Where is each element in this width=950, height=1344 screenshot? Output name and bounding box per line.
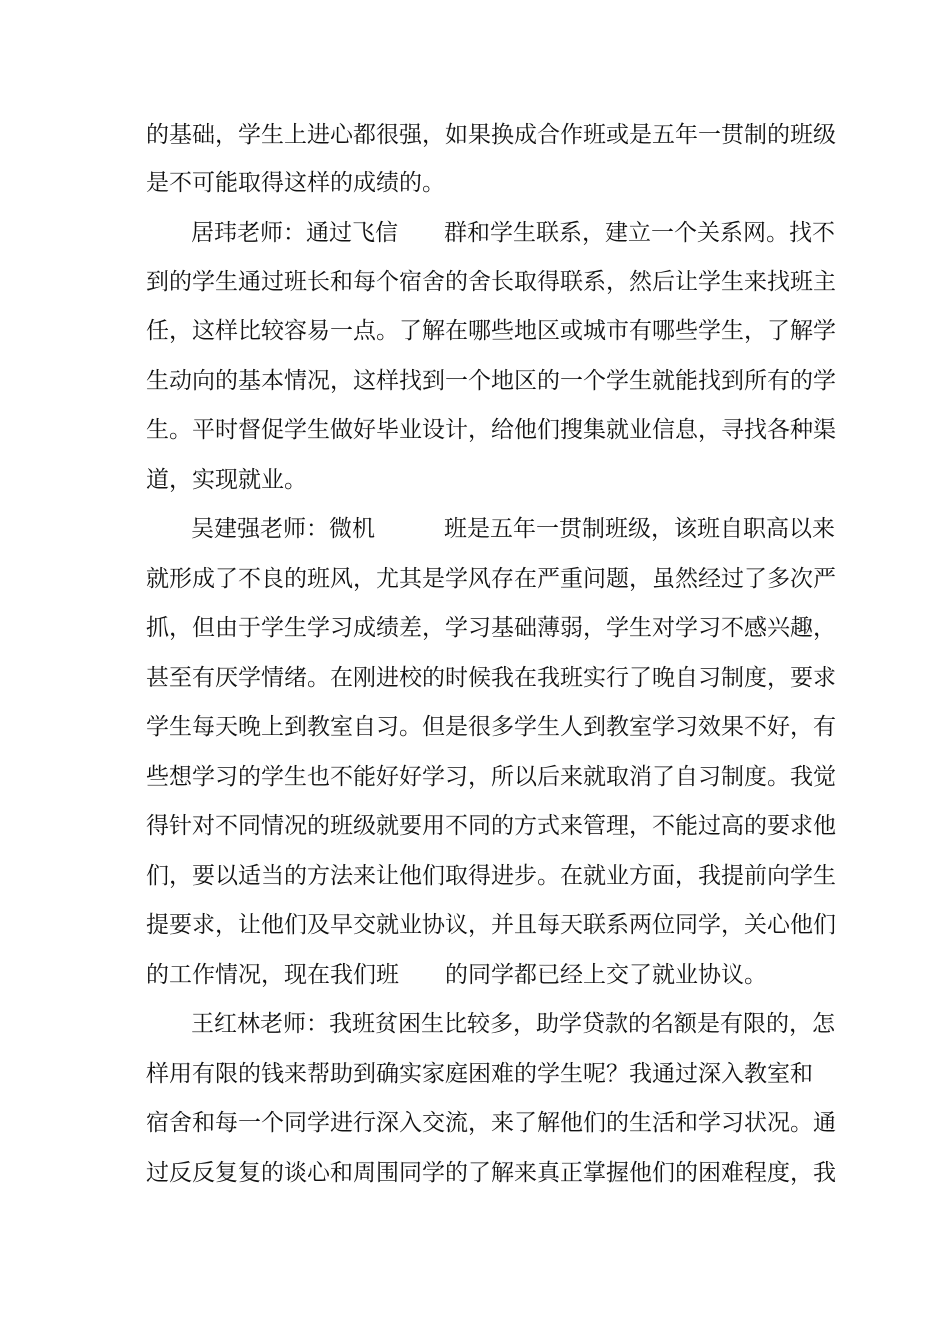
text-line: 到的学生通过班长和每个宿舍的舍长取得联系，然后让学生来找班主 <box>146 269 836 295</box>
paragraph-first-line: 居玮老师：通过飞信 群和学生联系，建立一个关系网。找不 <box>191 220 835 246</box>
text-line: 生。平时督促学生做好毕业设计，给他们搜集就业信息，寻找各种渠 <box>146 417 836 443</box>
text-line: 样用有限的钱来帮助到确实家庭困难的学生呢？我通过深入教室和 <box>146 1061 813 1087</box>
text-line: 宿舍和每一个同学进行深入交流，来了解他们的生活和学习状况。通 <box>146 1110 836 1136</box>
text-line: 些想学习的学生也不能好好学习，所以后来就取消了自习制度。我觉 <box>146 764 836 790</box>
text-line: 抓，但由于学生学习成绩差，学习基础薄弱，学生对学习不感兴趣， <box>146 615 836 641</box>
text-line: 生动向的基本情况，这样找到一个地区的一个学生就能找到所有的学 <box>146 368 836 394</box>
text-line: 任，这样比较容易一点。了解在哪些地区或城市有哪些学生，了解学 <box>146 318 836 344</box>
text-line: 道，实现就业。 <box>146 467 307 493</box>
text-line: 学生每天晚上到教室自习。但是很多学生人到教室学习效果不好，有 <box>146 714 836 740</box>
text-line: 的工作情况，现在我们班 的同学都已经上交了就业协议。 <box>146 962 767 988</box>
text-line: 甚至有厌学情绪。在刚进校的时候我在我班实行了晚自习制度，要求 <box>146 665 836 691</box>
text-line: 们，要以适当的方法来让他们取得进步。在就业方面，我提前向学生 <box>146 863 836 889</box>
text-line: 的基础，学生上进心都很强，如果换成合作班或是五年一贯制的班级 <box>146 122 836 148</box>
paragraph-first-line: 王红林老师：我班贫困生比较多，助学贷款的名额是有限的，怎 <box>191 1011 835 1037</box>
text-line: 过反反复复的谈心和周围同学的了解来真正掌握他们的困难程度，我 <box>146 1160 836 1186</box>
text-line: 就形成了不良的班风，尤其是学风存在严重问题，虽然经过了多次严 <box>146 566 836 592</box>
text-line: 提要求，让他们及早交就业协议，并且每天联系两位同学，关心他们 <box>146 912 836 938</box>
text-line: 得针对不同情况的班级就要用不同的方式来管理，不能过高的要求他 <box>146 813 836 839</box>
paragraph-first-line: 吴建强老师：微机 班是五年一贯制班级，该班自职高以来 <box>191 516 835 542</box>
text-line: 是不可能取得这样的成绩的。 <box>146 170 445 196</box>
